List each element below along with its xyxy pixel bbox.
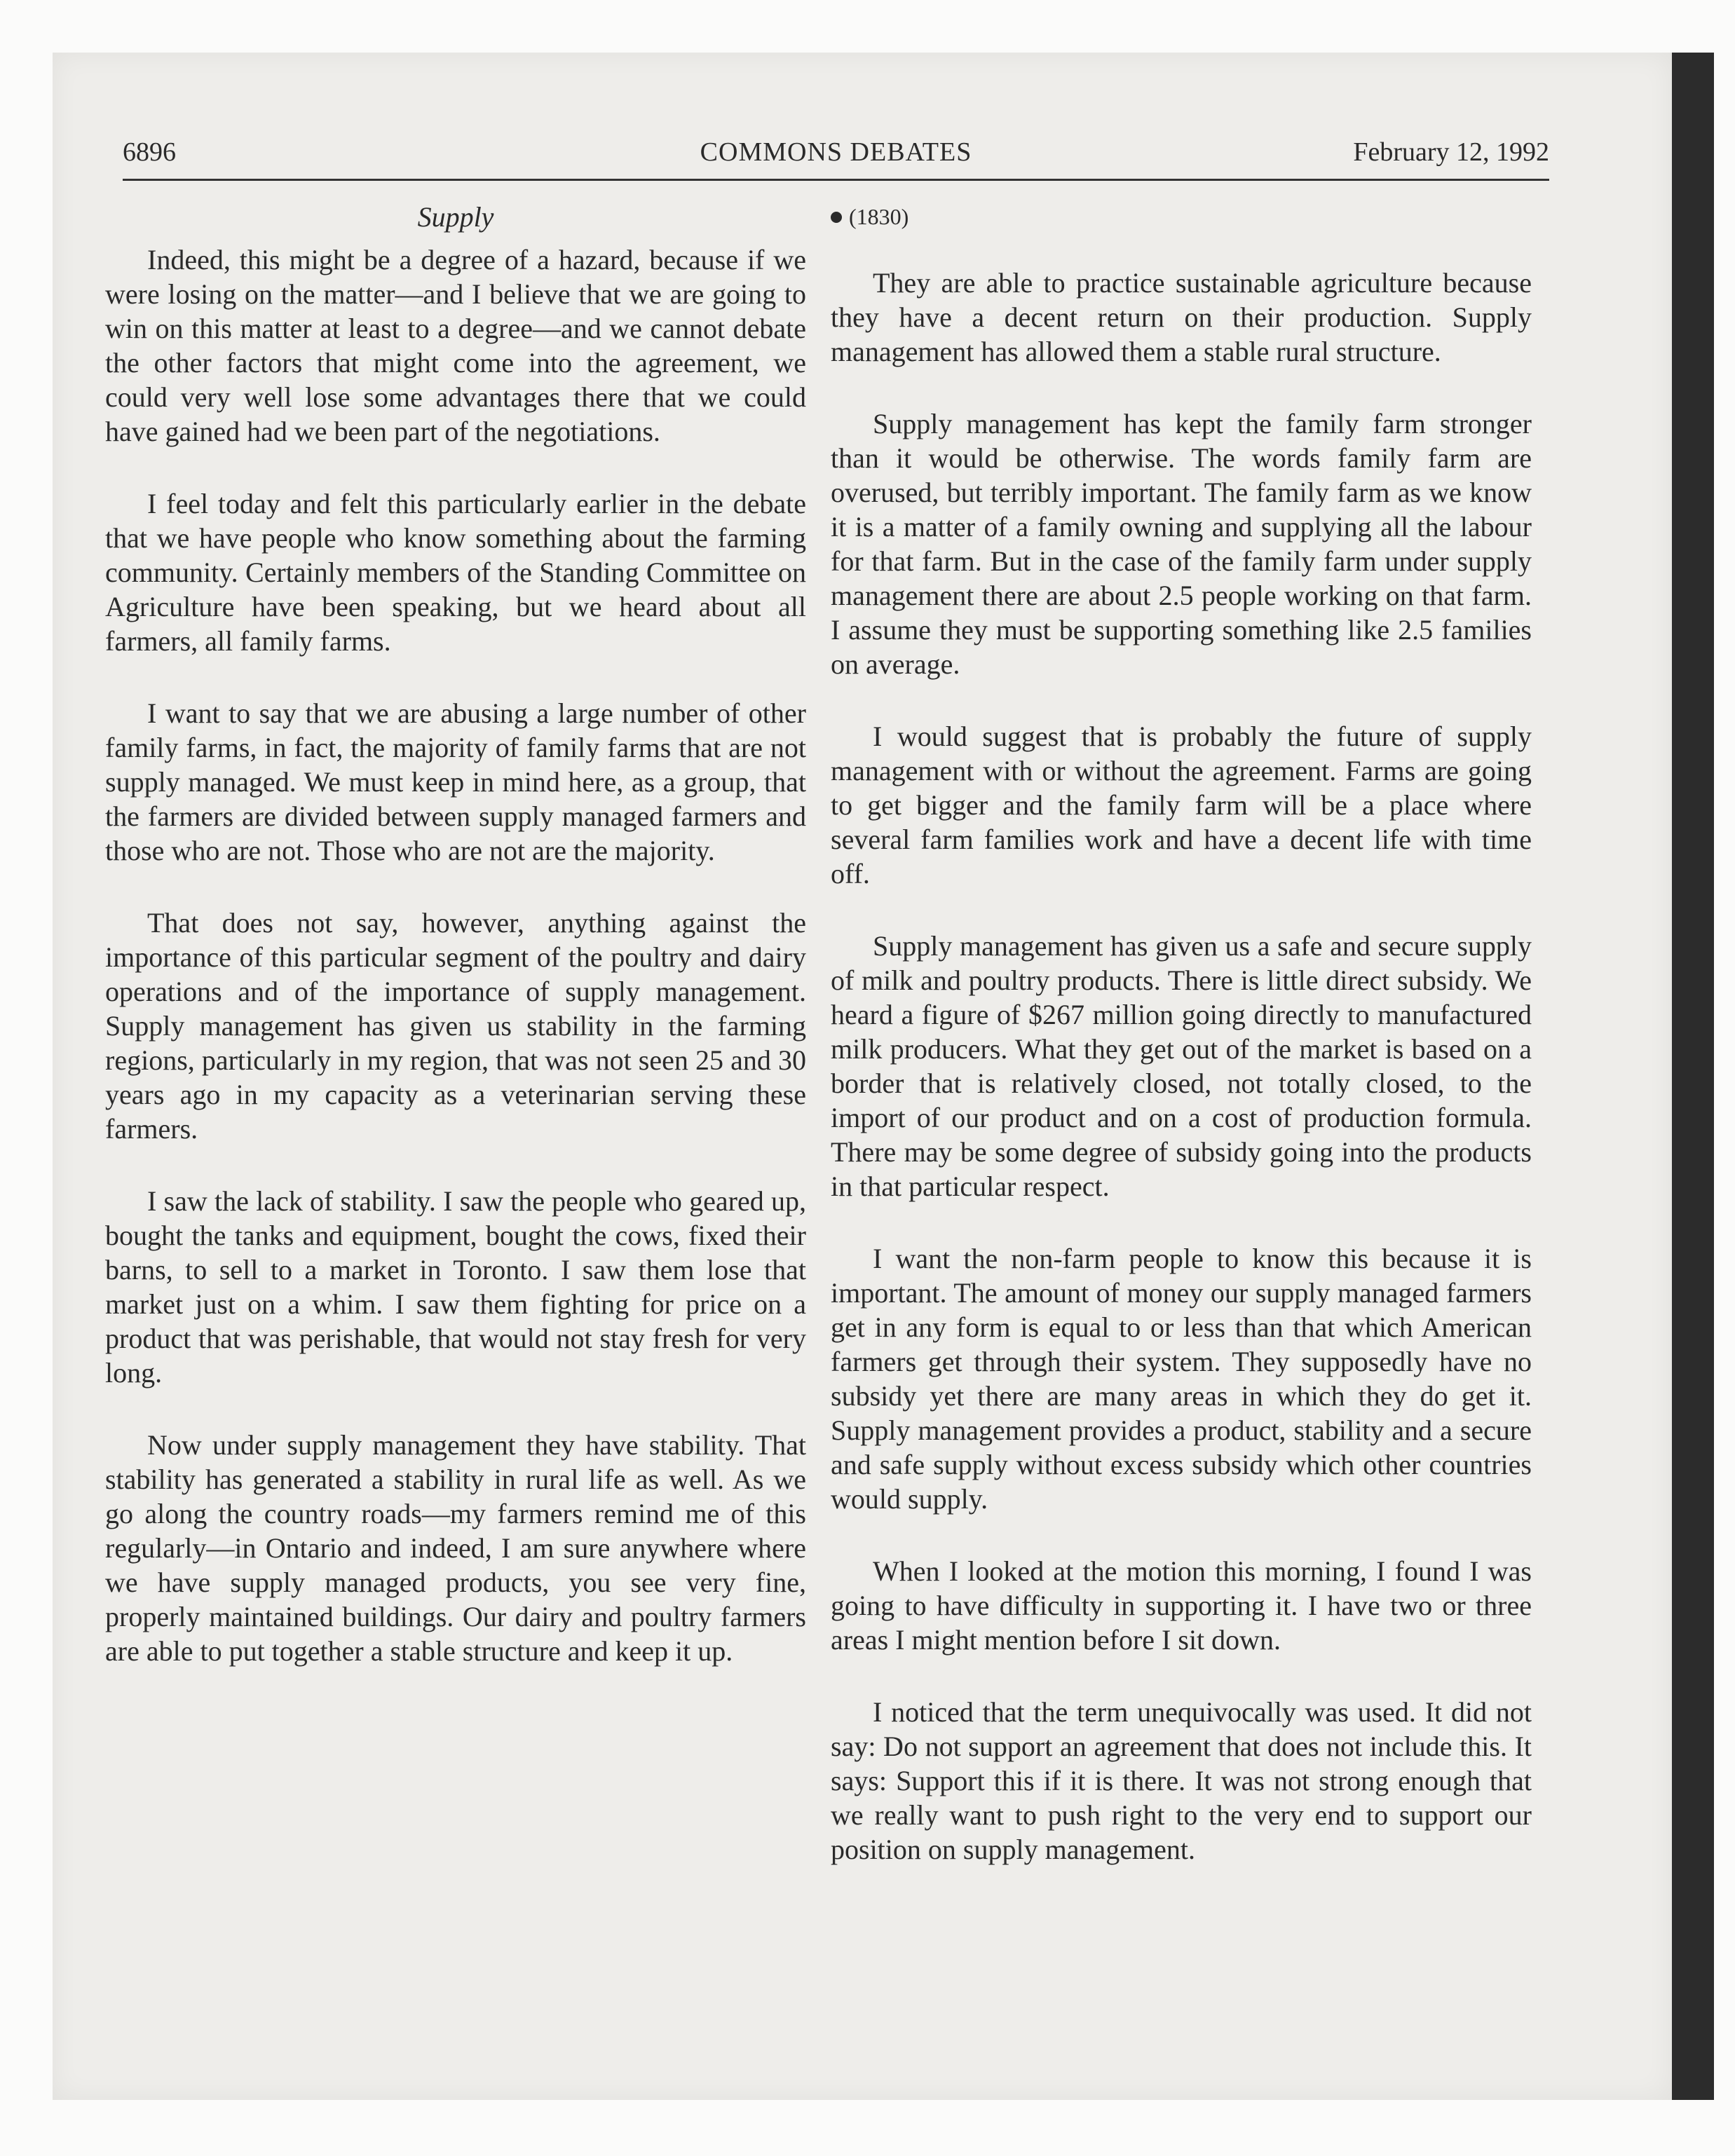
paragraph: I want to say that we are abusing a large number of other family farms, in fact, the majority of family farms that are not supply managed. We must keep in mind here, as a group, that the farmers are divided between supply managed farmers and those who are not. Those who are not are the majority. — [105, 697, 806, 866]
page-header — [123, 137, 1549, 181]
timestamp-marker — [831, 200, 1532, 234]
paragraph: Supply management has given us a safe and secure supply of milk and poultry products. There is little direct subsidy. We heard a figure of $267 million going directly to manufactured milk producers. What they get out of the market is based on a border that is relatively closed, not totally closed, to the import of our product and on a cost of production formula. There may be some degree of subsidy going into the products in that particular respect. — [831, 930, 1532, 1202]
left-column — [105, 200, 806, 1706]
paragraph: Supply management has kept the family farm stronger than it would be otherwise. The words family farm are overused, but terribly important. The family farm as we know it is a matter of a family owning and supplying all the labour for that farm. But in the case of the family farm under supply management there are about 2.5 people working on that farm. I assume they must be supporting something like 2.5 families on average. — [831, 408, 1532, 680]
scan-edge-shadow — [1672, 53, 1714, 2100]
publication-title: COMMONS DEBATES — [700, 137, 972, 167]
paragraph: That does not say, however, anything against the importance of this particular segment of the poultry and dairy operations and of the importance of supply management. Supply management has given us stability in the farming regions, particularly in my region, that was not seen 25 and 30 years ago in my capacity as a veterinarian serving these farmers. — [105, 907, 806, 1145]
paragraph: I saw the lack of stability. I saw the people who geared up, bought the tanks and equipment, bought the cows, fixed their barns, to sell to a market in Toronto. I saw them lose that market just on a whim. I saw them fighting for price on a product that was perishable, that would not stay fresh for very long. — [105, 1185, 806, 1389]
paragraph: I want the non-farm people to know this because it is important. The amount of money our supply managed farmers get in any form is equal to or less than that which American farmers get through their system. They supposedly have no subsidy yet there are many areas in which they do get it. Supply management provides a product, stability and a secure and safe supply without excess subsidy which other countries would supply. — [831, 1243, 1532, 1515]
paragraph: I feel today and felt this particularly earlier in the debate that we have people who know something about the farming community. Certainly members of the Standing Committee on Agriculture have been speaking, but we heard about all farmers, all family farms. — [105, 488, 806, 657]
bullet-icon — [831, 212, 842, 223]
paragraph: They are able to practice sustainable agriculture because they have a decent return on their production. Supply management has allowed them a stable rural structure. — [831, 267, 1532, 367]
document-page — [53, 53, 1672, 2100]
paragraph: I would suggest that is probably the future of supply management with or without the agreement. Farms are going to get bigger and the family farm will be a place where several farm families work and have a decent life with time off. — [831, 721, 1532, 889]
publication-date: February 12, 1992 — [1353, 137, 1549, 167]
timestamp-text: (1830) — [849, 204, 909, 229]
page-number: 6896 — [123, 137, 176, 167]
paragraph: When I looked at the motion this morning, I found I was going to have difficulty in supporting it. I have two or three areas I might mention before I sit down. — [831, 1555, 1532, 1656]
right-column — [831, 200, 1532, 1904]
paragraph: I noticed that the term unequivocally was used. It did not say: Do not support an agreement that does not include this. It says: Support this if it is there. It was not strong enough that we really want to push right to the very end to support our position on supply management. — [831, 1696, 1532, 1865]
paragraph: Now under supply management they have stability. That stability has generated a stability in rural life as well. As we go along the country roads—my farmers remind me of this regularly—in Ontario and indeed, I am sure anywhere where we have supply managed products, you see very fine, properly maintained buildings. Our dairy and poultry farmers are able to put together a stable structure and keep it up. — [105, 1429, 806, 1667]
section-title: Supply — [417, 201, 494, 233]
paragraph: Indeed, this might be a degree of a hazard, because if we were losing on the matter—and I believe that we are going to win on this matter at least to a degree—and we cannot debate the other factors that might come into the agreement, we could very well lose some advantages there that we could have gained had we been part of the negotiations. — [105, 244, 806, 447]
